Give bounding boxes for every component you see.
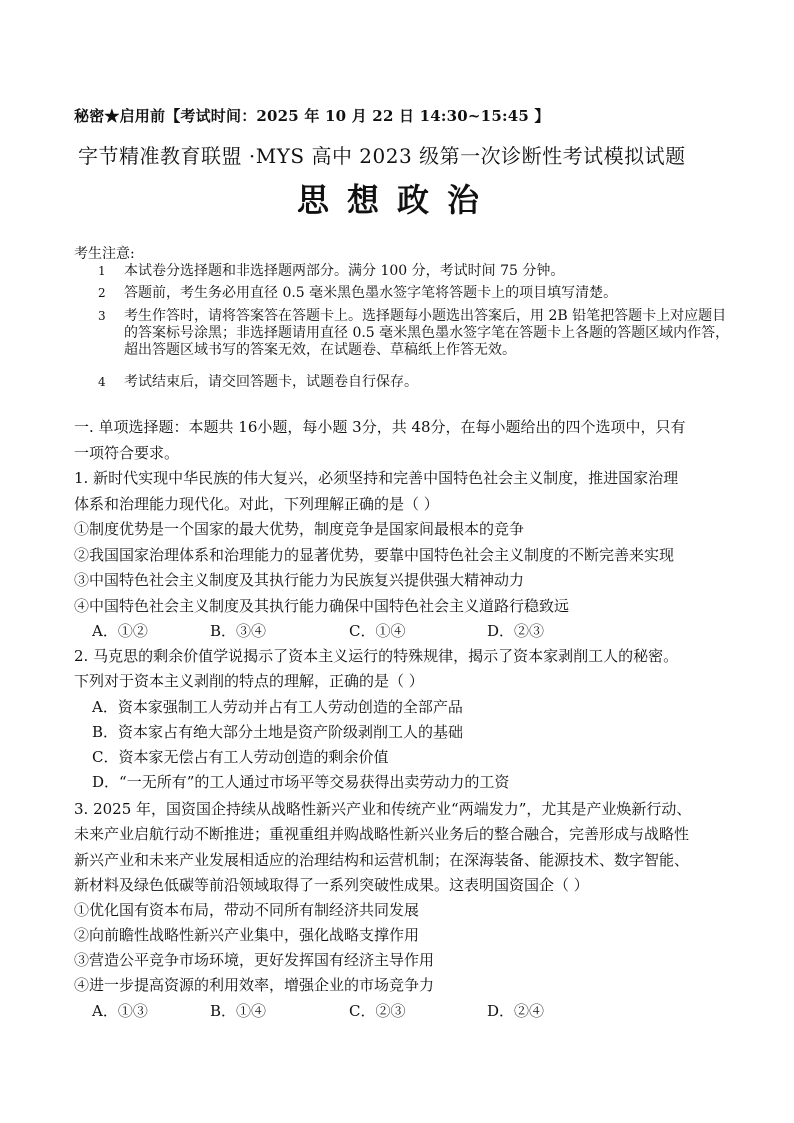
notice-text: 本试卷分选择题和非选择题两部分。满分 100 分，考试时间 75 分钟。 bbox=[124, 263, 565, 279]
choice-b[interactable]: B．①④ bbox=[210, 1002, 267, 1020]
statement-item: ④中国特色社会主义制度及其执行能力确保中国特色社会主义道路行稳致远 bbox=[74, 597, 570, 615]
question-stem: 2. 马克思的剩余价值学说揭示了资本主义运行的特殊规律，揭示了资本家剥削工人的秘密。 bbox=[74, 647, 679, 665]
statement-item: ②向前瞻性战略性新兴产业集中，强化战略支撑作用 bbox=[74, 926, 420, 944]
choice-b[interactable]: B．③④ bbox=[210, 622, 267, 640]
notice-number: 2 bbox=[98, 286, 106, 300]
statement-item: ③中国特色社会主义制度及其执行能力为民族复兴提供强大精神动力 bbox=[74, 571, 525, 589]
choice-d[interactable]: D．“一无所有”的工人通过市场平等交易获得出卖劳动力的工资 bbox=[92, 773, 510, 791]
confidential-header: 秘密★启用前【考试时间：2025 年 10 月 22 日 14:30~15:45 】 bbox=[74, 107, 550, 125]
statement-item: ①制度优势是一个国家的最大优势，制度竞争是国家间最根本的竞争 bbox=[74, 520, 525, 538]
statement-item: ③营造公平竞争市场环境，更好发挥国有经济主导作用 bbox=[74, 951, 435, 969]
notice-heading: 考生注意: bbox=[74, 246, 135, 262]
choice-c[interactable]: C．②③ bbox=[349, 1002, 406, 1020]
choice-a[interactable]: A．①③ bbox=[92, 1002, 148, 1020]
section-heading-cont: 一项符合要求。 bbox=[74, 444, 180, 462]
choice-c[interactable]: C．资本家无偿占有工人劳动创造的剩余价值 bbox=[92, 748, 389, 766]
question-stem: 下列对于资本主义剥削的特点的理解，正确的是（ ） bbox=[74, 672, 424, 690]
choice-c[interactable]: C．①④ bbox=[349, 622, 406, 640]
choice-a[interactable]: A．资本家强制工人劳动并占有工人劳动创造的全部产品 bbox=[92, 698, 463, 716]
choice-d[interactable]: D．②③ bbox=[487, 622, 545, 640]
choice-b[interactable]: B．资本家占有绝大部分土地是资产阶级剥削工人的基础 bbox=[92, 723, 464, 741]
notice-text: 答题前，考生务必用直径 0.5 毫米黑色墨水签字笔将答题卡上的项目填写清楚。 bbox=[124, 285, 618, 301]
question-stem: 体系和治理能力现代化。对此，下列理解正确的是（ ） bbox=[74, 495, 439, 513]
statement-item: ②我国国家治理体系和治理能力的显著优势，要靠中国特色社会主义制度的不断完善来实现 bbox=[74, 546, 675, 564]
question-stem: 新兴产业和未来产业发展相适应的治理结构和运营机制；在深海装备、能源技术、数字智能、 bbox=[74, 851, 690, 869]
notice-text: 考试结束后，请交回答题卡，试题卷自行保存。 bbox=[124, 374, 418, 390]
statement-item: ④进一步提高资源的利用效率，增强企业的市场竞争力 bbox=[74, 976, 435, 994]
choice-a[interactable]: A．①② bbox=[92, 622, 148, 640]
question-stem: 新材料及绿色低碳等前沿领域取得了一系列突破性成果。这表明国资国企（ ） bbox=[74, 876, 589, 894]
notice-number: 4 bbox=[98, 375, 106, 389]
choice-d[interactable]: D．②④ bbox=[487, 1002, 545, 1020]
notice-number: 1 bbox=[98, 264, 106, 278]
notice-number: 3 bbox=[98, 309, 106, 323]
notice-text: 考生作答时，请将答案答在答题卡上。选择题每小题选出答案后，用 2B 铅笔把答题卡上对应题目的答案标号涂黑；非选择题请用直径 0.5 毫米黑色墨水签字笔在答题卡上各题的答题区域内作答，超出答题区域书写的答案无效，在试题卷、草稿纸上作答无效。 bbox=[124, 308, 730, 358]
statement-item: ①优化国有资本布局，带动不同所有制经济共同发展 bbox=[74, 901, 420, 919]
section-heading: 一. 单项选择题：本题共 16小题，每小题 3分，共 48分，在每小题给出的四个选项中，只有 bbox=[74, 418, 686, 436]
question-stem: 未来产业启航行动不断推进；重视重组并购战略性新兴业务后的整合融合，完善形成与战略性 bbox=[74, 825, 690, 843]
subject-title: 思想政治 bbox=[296, 181, 497, 219]
question-stem: 3. 2025 年，国资国企持续从战略性新兴产业和传统产业“两端发力”，尤其是产业焕新行动、 bbox=[74, 800, 692, 818]
question-stem: 1. 新时代实现中华民族的伟大复兴，必须坚持和完善中国特色社会主义制度，推进国家治理 bbox=[74, 469, 679, 487]
exam-title: 字节精准教育联盟 ·MYS 高中 2023 级第一次诊断性考试模拟试题 bbox=[78, 144, 686, 168]
